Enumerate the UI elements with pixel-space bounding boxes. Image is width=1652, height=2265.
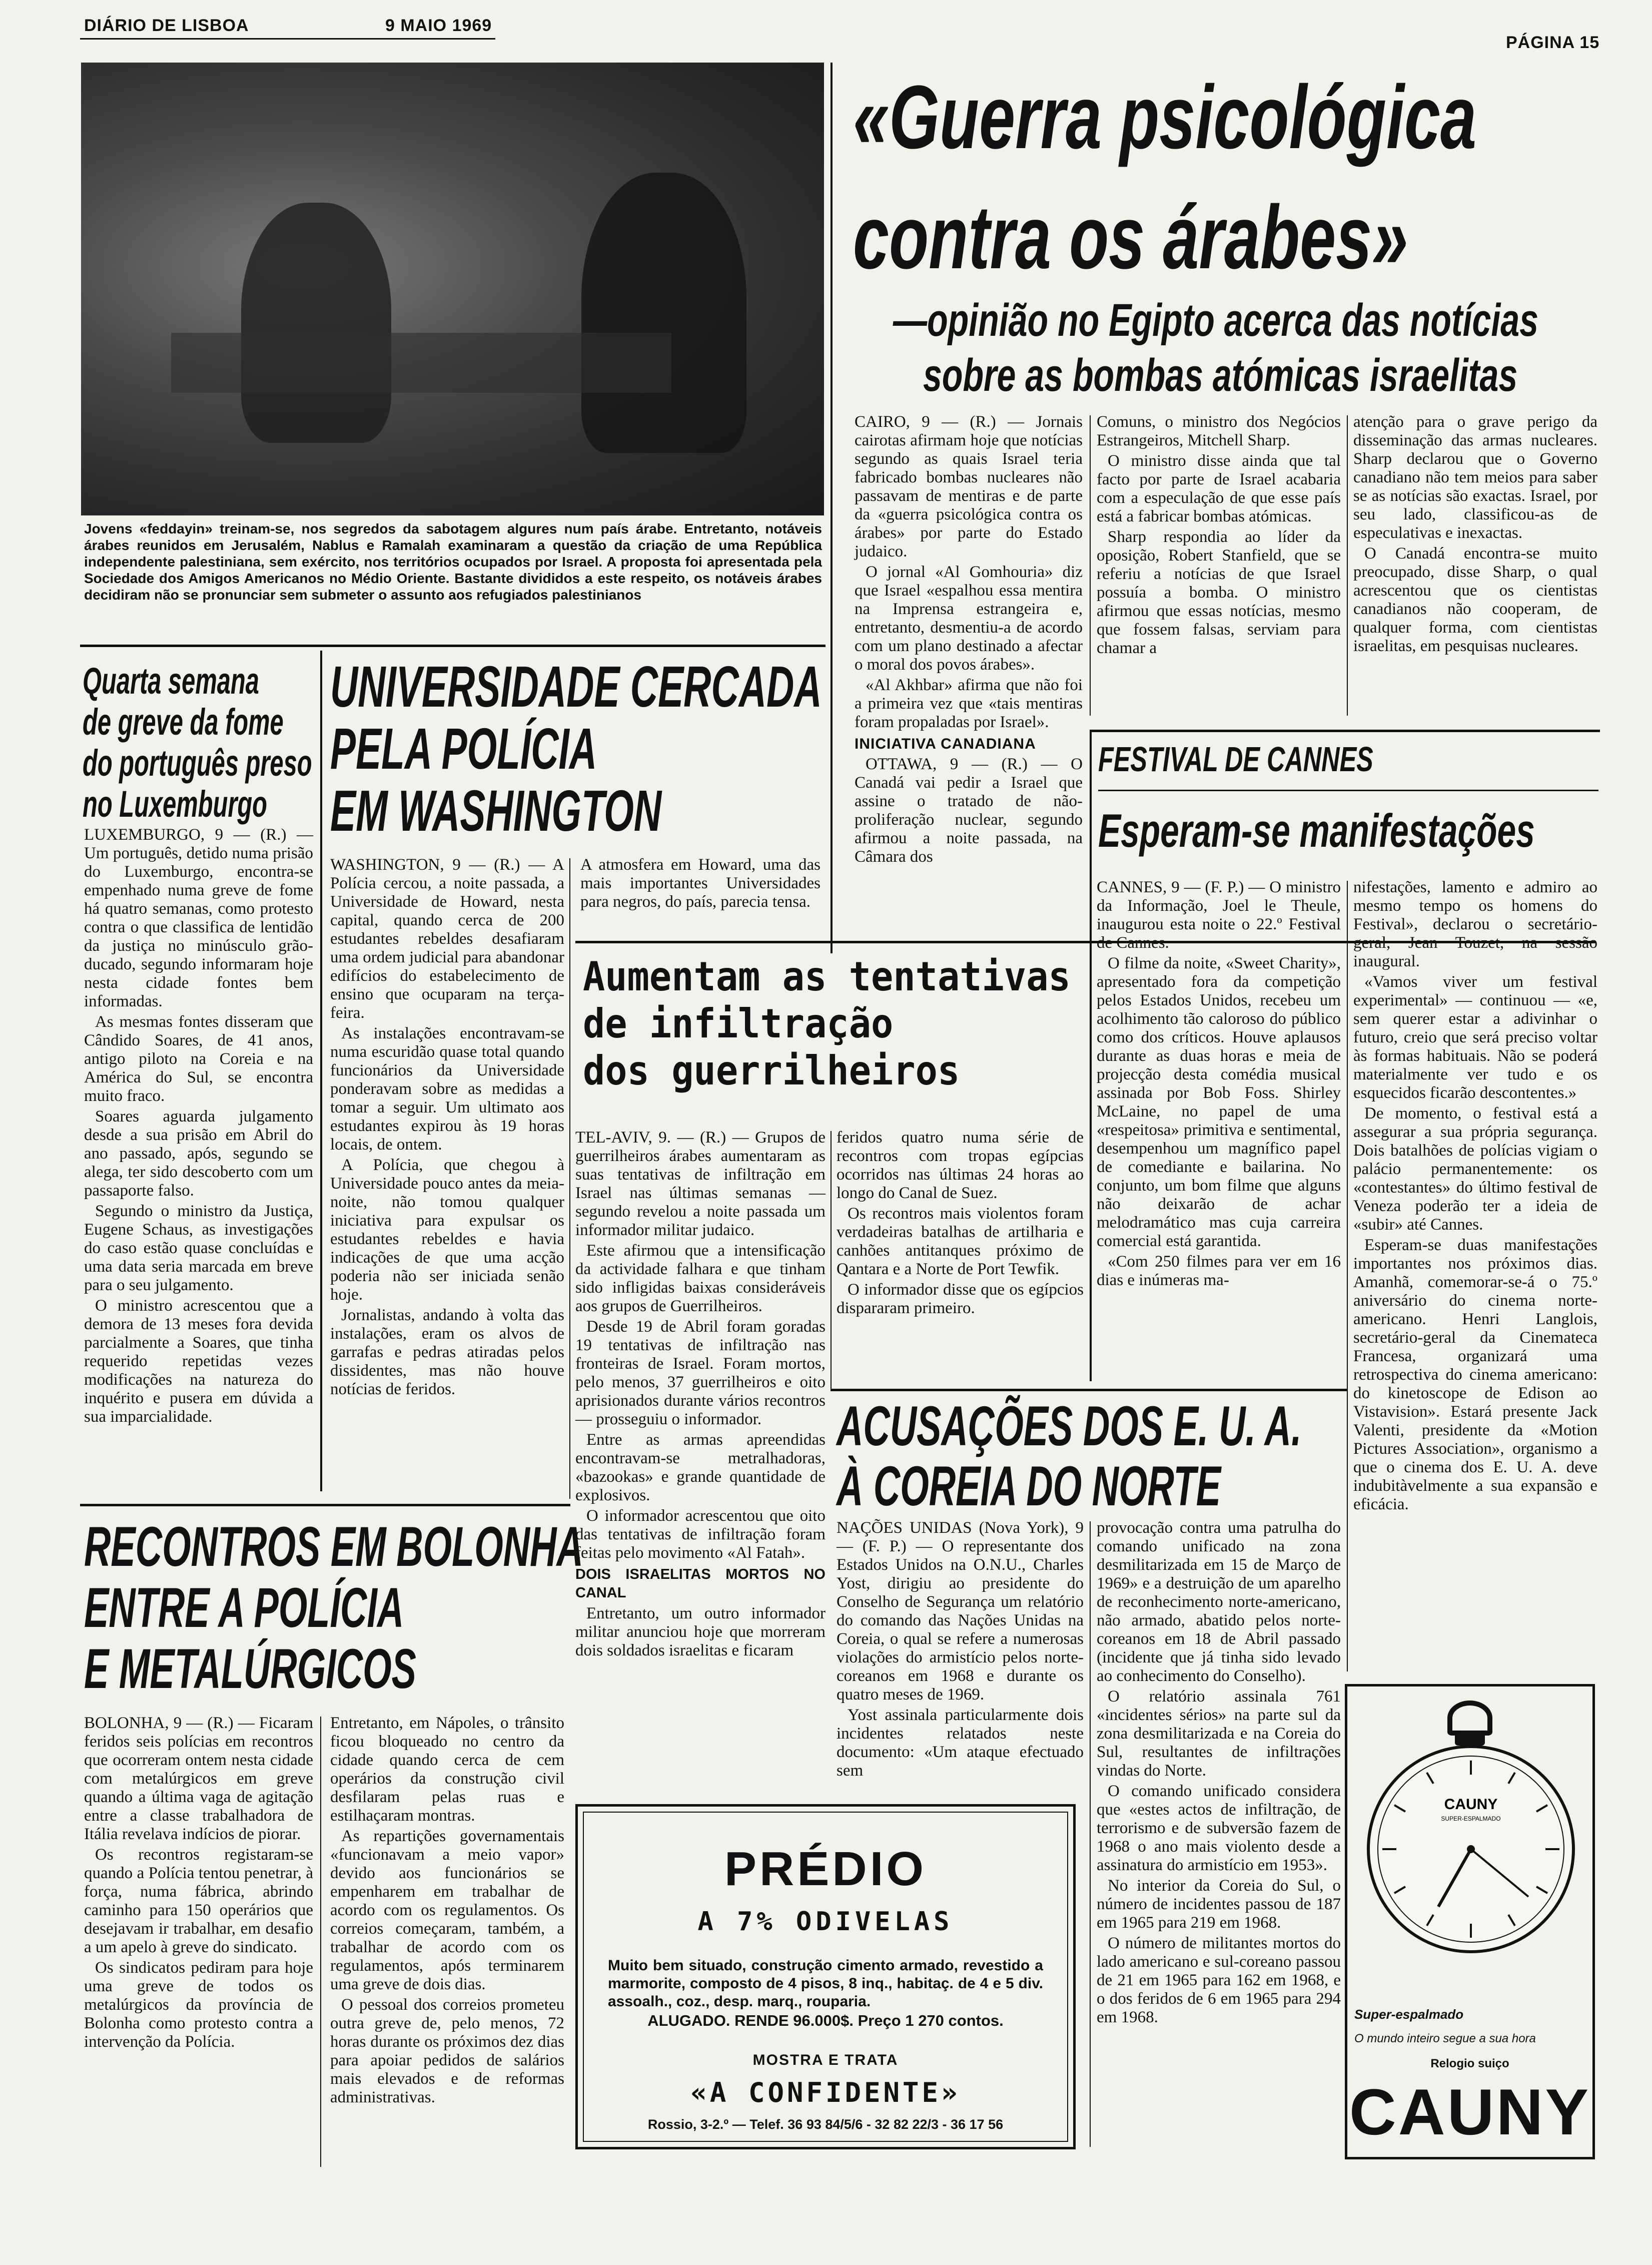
headline-line: do português preso bbox=[83, 742, 312, 784]
ad-cauny-tag: Super-espalmado bbox=[1354, 2007, 1464, 2022]
cannes-headline: Esperam-se manifestações bbox=[1098, 804, 1535, 857]
headline-line: de greve da fome bbox=[83, 701, 284, 743]
paragraph: provocação contra uma patrulha do comando unificado na zona desmilitarizada em 15 de Março de 1969» e a destruição de um aparelho de reconhecimento norte-americano, não armado, abatido pelos norte-coreanos em 18 de Abril passado (incidente que já tinha sido levado ao conhecimento do Conselho). bbox=[1097, 1519, 1341, 1685]
paragraph: O número de militantes mortos do lado americano e sul-coreano passou de 21 em 1965 para 162 em 1968, e o dos feridos de 6 em 1965 para 294 em 1968. bbox=[1097, 1934, 1341, 2026]
watch-dial-line: SUPER-ESPALMADO bbox=[1441, 1815, 1501, 1822]
paragraph: Os sindicatos pediram para hoje uma greve de todos os metalúrgicos da província de Bolonha como protesto contra a intervenção da Polícia. bbox=[84, 1959, 313, 2051]
section-rule bbox=[832, 1389, 1347, 1391]
guerra-col-2 bbox=[1097, 413, 1341, 713]
headline-line: PELA POLÍCIA bbox=[330, 716, 597, 781]
column-rule bbox=[1090, 731, 1092, 1381]
headline-line: Quarta semana bbox=[83, 660, 259, 702]
quarta-body bbox=[84, 826, 313, 1501]
paragraph: Sharp respondia ao líder da oposição, Robert Stanfield, que se referiu a notícias de que Israel possuía a bomba. O ministro afirmou que essas notícias, mesmo que fossem falsas, serviam para chamar a bbox=[1097, 528, 1341, 657]
paragraph: Segundo o ministro da Justiça, Eugene Schaus, as investigações do caso estão quase concluídas e uma data seria marcada em breve para o seu julgamento. bbox=[84, 1202, 313, 1294]
watch-face bbox=[1363, 1742, 1578, 1957]
paragraph: No interior da Coreia do Sul, o número de incidentes passou de 187 em 1965 para 219 em 1968. bbox=[1097, 1877, 1341, 1932]
column-rule bbox=[831, 1131, 832, 1391]
paragraph: Desde 19 de Abril foram goradas 19 tentativas de infiltração nas fronteiras de Israel. Foram mortos, pelo menos, 37 guerrilheiros e oito aprisionados durante vários recontros — prosseguiu o informador. bbox=[575, 1318, 825, 1428]
column-rule bbox=[831, 63, 833, 953]
paragraph: OTTAWA, 9 — (R.) — O Canadá vai pedir a Israel que assine o tratado de não-proliferação nuclear, segundo afirmou a noite passada, na Câmara dos bbox=[855, 755, 1083, 866]
paragraph: CAIRO, 9 — (R.) — Jornais cairotas afirmam hoje que notícias segundo as quais Israel teria fabricado bombas nucleares não passavam de mentiras e de parte da «guerra psicológica contra os árabes» por parte do Estado judaico. bbox=[855, 413, 1083, 560]
guerra-headline-2: contra os árabes» bbox=[853, 187, 1408, 288]
acusacoes-col-2 bbox=[1097, 1519, 1341, 2159]
column-rule bbox=[320, 1717, 321, 2167]
issue-date: 9 MAIO 1969 bbox=[385, 16, 492, 35]
feddayin-photo bbox=[81, 63, 824, 515]
paragraph: Yost assinala particularmente dois incidentes relatados neste documento: «Um ataque efectuado sem bbox=[837, 1706, 1084, 1780]
paragraph: O Canadá encontra-se muito preocupado, disse Sharp, o qual acrescentou que os cientistas canadianos não cooperam, de qualquer forma, com cientistas israelitas, em pesquisas nucleares. bbox=[1353, 544, 1597, 655]
paragraph: O comando unificado considera que «estes actos de infiltração, de terrorismo e de subversão fazem de 1968 o ano mais violento desde a assinatura do armistício em 1953». bbox=[1097, 1782, 1341, 1874]
guerra-sub-2: sobre as bombas atómicas israelitas bbox=[923, 350, 1518, 401]
ad-predio-body: Muito bem situado, construção cimento armado, revestido a marmorite, composto de 4 pisos, 8 inq., habitaç. de 4 e 5 div. assoalh., coz., desp. marq., rouparia. bbox=[608, 1957, 1043, 2010]
universidade-col-2 bbox=[580, 856, 820, 936]
paragraph: Os recontros registaram-se quando a Polícia tentou penetrar, à força, numa fábrica, abrindo caminho para 150 operários que desejavam ir trabalhar, em desafio a um apelo à greve do sindicato. bbox=[84, 1846, 313, 1956]
paragraph: O ministro disse ainda que tal facto por parte de Israel acabaria com a especulação de que esse país está a fabricar bombas atómicas. bbox=[1097, 452, 1341, 525]
photo-figure-right bbox=[581, 173, 746, 453]
column-rule bbox=[1090, 415, 1091, 716]
guerra-headline-1: «Guerra psicológica bbox=[853, 67, 1477, 168]
paragraph: «Al Akhbar» afirma que não foi a primeira vez que «tais mentiras foram propaladas por Israel». bbox=[855, 676, 1083, 731]
paragraph: CANNES, 9 — (F. P.) — O ministro da Informação, Joel le Theule, inaugurou esta noite o 22.º Festival de Cannes. bbox=[1097, 878, 1341, 952]
ad-predio-mostra: MOSTRA E TRATA bbox=[752, 2052, 899, 2068]
universidade-col-1 bbox=[330, 856, 564, 1501]
paragraph: O ministro acrescentou que a demora de 13 meses fora devida parcialmente a Soares, que tinha requerido repetidas vezes modificações na natureza do inquérito e pusera em dúvida a sua imparcialidade. bbox=[84, 1297, 313, 1426]
header-rule bbox=[80, 38, 495, 40]
paragraph: atenção para o grave perigo da disseminação das armas nucleares. Sharp declarou que o Governo canadiano não tem meios para saber se as notícias são exactas. Israel, por seu lado, classificou-as de especulativas e inexactas. bbox=[1353, 413, 1597, 542]
infiltracao-col-2 bbox=[837, 1128, 1084, 1384]
paragraph: Entretanto, em Nápoles, o trânsito ficou bloqueado no centro da cidade quando cerca de cem operários da construção civil desfilaram pelas ruas e estilhaçaram montras. bbox=[330, 1714, 564, 1825]
column-rule bbox=[1347, 881, 1348, 1671]
paragraph: A atmosfera em Howard, uma das mais importantes Universidades para negros, do país, parecia tensa. bbox=[580, 856, 820, 911]
paragraph: BOLONHA, 9 — (R.) — Ficaram feridos seis polícias em recontros que ocorreram ontem nesta cidade com metalúrgicos em greve quando a última vaga de agitação entre a classe trabalhadora de Itália revelava indícios de piorar. bbox=[84, 1714, 313, 1843]
infiltracao-col-1 bbox=[575, 1128, 825, 1779]
paragraph: O informador disse que os egípcios dispararam primeiro. bbox=[837, 1281, 1084, 1317]
quarta-headline bbox=[83, 661, 313, 825]
section-rule bbox=[80, 645, 825, 647]
headline-line: EM WASHINGTON bbox=[330, 778, 662, 843]
cannes-col-1 bbox=[1097, 878, 1341, 1384]
paragraph: O relatório assinala 761 «incidentes sérios» na parte sul da zona desmilitarizada e na Coreia do Sul, resultantes de infiltrações vindas do Norte. bbox=[1097, 1687, 1341, 1780]
paragraph: «Vamos viver um festival experimental» — continuou — «e, sem querer estar a adivinhar o futuro, creio que será preciso voltar às formas habituais. Não se poderá materialmente ver tudo e os esquecidos ficarão descontentes.» bbox=[1353, 973, 1597, 1102]
paragraph: O jornal «Al Gomhouria» diz que Israel «espalhou essa mentira na Imprensa estrangeira e, entretanto, desmentiu-a de acordo com um plano destinado a afectar o moral dos povos árabes». bbox=[855, 563, 1083, 674]
photo-wall bbox=[171, 333, 671, 393]
infiltracao-headline-2: de infiltração bbox=[583, 1000, 894, 1047]
paragraph: As mesmas fontes disseram que Cândido Soares, de 41 anos, antigo piloto na Coreia e na América do Sul, se encontra muito fraco. bbox=[84, 1013, 313, 1105]
cannes-label: FESTIVAL DE CANNES bbox=[1098, 740, 1373, 779]
paragraph: feridos quatro numa série de recontros com tropas egípcias ocorridos nas últimas 24 horas ao longo do Canal de Suez. bbox=[837, 1128, 1084, 1202]
paragraph: WASHINGTON, 9 — (R.) — A Polícia cercou, a noite passada, a Universidade de Howard, nesta capital, quando cerca de 200 estudantes rebeldes desafiaram uma ordem judicial para abandonar edifícios do estabelecimento de ensino que ocuparam na terça-feira. bbox=[330, 856, 564, 1022]
column-rule bbox=[320, 651, 322, 1491]
ad-predio-address: Rossio, 3-2.º — Telef. 36 93 84/5/6 - 32 82 22/3 - 36 17 56 bbox=[647, 2117, 1004, 2132]
headline-line: UNIVERSIDADE CERCADA bbox=[330, 654, 822, 719]
paragraph: nifestações, lamento e admiro ao mesmo tempo os homens do Festival», declarou o secretário-geral, Jean Touzet, na sessão inaugural. bbox=[1353, 878, 1597, 970]
infiltracao-headline-3: dos guerrilheiros bbox=[583, 1047, 960, 1094]
paragraph: «Com 250 filmes para ver em 16 dias e inúmeras ma- bbox=[1097, 1253, 1341, 1289]
paragraph: Os recontros mais violentos foram verdadeiras batalhas de artilharia e canhões antitanques próximo de Qantara e a Norte de Port Tewfik. bbox=[837, 1205, 1084, 1278]
cannes-col-2 bbox=[1353, 878, 1597, 1671]
bolonha-headline bbox=[84, 1515, 583, 1700]
watch-ring bbox=[1447, 1701, 1492, 1736]
paragraph: Entre as armas apreendidas encontravam-se metralhadoras, «bazookas» e grande quantidade de explosivos. bbox=[575, 1431, 825, 1504]
photo-caption: Jovens «feddayin» treinam-se, nos segredos da sabotagem algures num país árabe. Entretanto, notáveis árabes reunidos em Jerusalém, Nablus e Ramalah examinaram a questão da criação de uma República independente palestiniana, sem exército, nos territórios ocupados por Israel. A proposta foi apresentada pela Sociedade dos Amigos Americanos no Médio Oriente. Bastante divididos a este respeito, os notáveis árabes decidiram não se pronunciar sem submeter o assunto aos refugiados palestinianos bbox=[84, 521, 822, 603]
ad-predio-subtitle: A 7% ODIVELAS bbox=[697, 1907, 954, 1937]
subhead: INICIATIVA CANADIANA bbox=[855, 736, 1036, 752]
acusacoes-headline bbox=[837, 1396, 1342, 1516]
headline-line: ENTRE A POLÍCIA bbox=[84, 1576, 404, 1639]
ad-predio bbox=[575, 1804, 1076, 2149]
ad-cauny-swiss: Relogio suiço bbox=[1430, 2057, 1509, 2070]
paragraph: Esperam-se duas manifestações importantes nos próximos dias. Amanhã, comemorar-se-á o 75.º aniversário do cinema norte-americano. Henri Langlois, secretário-geral da Cinemateca Francesa, organizará uma retrospectiva do cinema americano: do kinetoscope de Edison ao Vistavision». Estará presente Jack Valenti, presidente da «Motion Pictures Association», organismo a que o cinema dos E. U. A. deve indubitàvelmente a sua expansão e eficácia. bbox=[1353, 1236, 1597, 1513]
paragraph: O informador acrescentou que oito das tentativas de infiltração foram feitas pelo movimento «Al Fatah». bbox=[575, 1507, 825, 1562]
headline-line: no Luxemburgo bbox=[83, 783, 268, 825]
paragraph: As repartições governamentais «funcionavam a meio vapor» devido aos funcionários se empenharem em trabalhar de acordo com os regulamentos. Os correios começaram, também, a trabalhar de acordo com os regulamentos, após terminarem uma greve de dois dias. bbox=[330, 1827, 564, 1993]
photo-figure-left bbox=[241, 203, 391, 443]
ad-cauny bbox=[1345, 1684, 1595, 2159]
paragraph: NAÇÕES UNIDAS (Nova York), 9 — (F. P.) — O representante dos Estados Unidos na O.N.U., Charles Yost, dirigiu ao presidente do Conselho de Segurança um relatório do comando das Nações Unidas na Coreia, o qual se refere a numerosas violações do armistício pelos norte-coreanos em 1968 e durante os quatro meses de 1969. bbox=[837, 1519, 1084, 1704]
column-rule bbox=[1347, 415, 1348, 716]
watch-dial-brand: CAUNY bbox=[1444, 1796, 1498, 1813]
paragraph: O filme da noite, «Sweet Charity», apresentado fora da competição pelos Estados Unidos, recebeu um acolhimento tão caloroso do público como dos críticos. Houve aplausos durante as duas horas e meia de projecção desta comédia musical assinada por Bob Foss. Shirley McLaine, no papel de uma «respeitosa» primitiva e sentimental, desempenhou um magnífico papel de comediante e bailarina. No conjunto, um bom filme que alguns não deixarão de achar melodramático mas cuja carreira comercial está garantida. bbox=[1097, 954, 1341, 1250]
ad-predio-agency: «A CONFIDENTE» bbox=[690, 2077, 961, 2108]
paragraph: A Polícia, que chegou à Universidade pouco antes da meia-noite, não tomou qualquer iniciativa para expulsar os estudantes rebeldes e havia indicações de que uma acção poderia não ser iniciada senão hoje. bbox=[330, 1156, 564, 1304]
guerra-sub-1: —opinião no Egipto acerca das notícias bbox=[893, 295, 1539, 346]
subhead: DOIS ISRAELITAS MORTOS NO CANAL bbox=[575, 1566, 825, 1601]
acusacoes-col-1 bbox=[837, 1519, 1084, 1780]
headline-line: ACUSAÇÕES DOS E. U. A. bbox=[837, 1395, 1302, 1457]
ad-cauny-brand: CAUNY bbox=[1349, 2075, 1591, 2148]
bolonha-col-1 bbox=[84, 1714, 313, 2174]
infiltracao-headline-1: Aumentam as tentativas bbox=[583, 953, 1071, 1000]
section-rule bbox=[1090, 730, 1600, 732]
paper-name: DIÁRIO DE LISBOA bbox=[84, 16, 249, 35]
page-number: PÁGINA 15 bbox=[1506, 33, 1600, 52]
universidade-headline bbox=[330, 656, 825, 842]
headline-line: À COREIA DO NORTE bbox=[837, 1455, 1221, 1517]
ad-predio-rent: ALUGADO. RENDE 96.000$. Preço 1 270 contos. bbox=[647, 2012, 1004, 2029]
bolonha-col-2 bbox=[330, 1714, 564, 2174]
headline-line: RECONTROS EM BOLONHA bbox=[84, 1515, 583, 1578]
paragraph: Soares aguarda julgamento desde a sua prisão em Abril do ano passado, após, segundo se alega, ter sido descoberto com um passaporte falso. bbox=[84, 1107, 313, 1200]
ad-cauny-slogan: O mundo inteiro segue a sua hora bbox=[1354, 2032, 1536, 2045]
paragraph: Jornalistas, andando à volta das instalações, eram os alvos de garrafas e pedras atiradas pelos dissidentes, mas não houve notícias de feridos. bbox=[330, 1306, 564, 1398]
section-rule bbox=[1098, 790, 1598, 791]
paragraph: Comuns, o ministro dos Negócios Estrangeiros, Mitchell Sharp. bbox=[1097, 413, 1341, 449]
paragraph: De momento, o festival está a assegurar a sua própria segurança. Dois batalhões de polícias vigiam o palácio permanentemente: os «contestantes» do último festival de Veneza poderão ter a ideia de «subir» até Cannes. bbox=[1353, 1104, 1597, 1234]
ad-predio-title: PRÉDIO bbox=[724, 1842, 927, 1896]
paragraph: O pessoal dos correios prometeu outra greve de, pelo menos, 72 horas durante os próximos dez dias para apoiar pedidos de salários mais elevados e de reformas administrativas. bbox=[330, 1996, 564, 2106]
paragraph: Este afirmou que a intensificação da actividade falhara e que tinham sido infligidas baixas consideráveis aos grupos de Guerrilheiros. bbox=[575, 1242, 825, 1315]
section-rule bbox=[80, 1504, 570, 1506]
paragraph: TEL-AVIV, 9. — (R.) — Grupos de guerrilheiros árabes aumentaram as suas tentativas de infiltração em Israel nas últimas semanas — segundo revelou a noite passada um informador militar judaico. bbox=[575, 1128, 825, 1239]
column-rule bbox=[1090, 1521, 1091, 2147]
paragraph: LUXEMBURGO, 9 — (R.) — Um português, detido numa prisão do Luxemburgo, encontra-se empenhado numa greve de fome há quatro semanas, como protesto contra o que classifica de lentidão da justiça no minúsculo grão-ducado, segundo informaram hoje nesta cidade fontes bem informadas. bbox=[84, 826, 313, 1010]
headline-line: E METALÚRGICOS bbox=[84, 1637, 416, 1700]
paragraph: Entretanto, um outro informador militar anunciou hoje que morreram dois soldados israelitas e ficaram bbox=[575, 1604, 825, 1659]
guerra-col-3 bbox=[1353, 413, 1597, 713]
column-rule bbox=[569, 858, 570, 1499]
paragraph: As instalações encontravam-se numa escuridão quase total quando funcionários da Universidade ponderavam sobre as medidas a tomar a seguir. Um ultimato aos estudantes expirou às 19 horas locais, de ontem. bbox=[330, 1024, 564, 1154]
